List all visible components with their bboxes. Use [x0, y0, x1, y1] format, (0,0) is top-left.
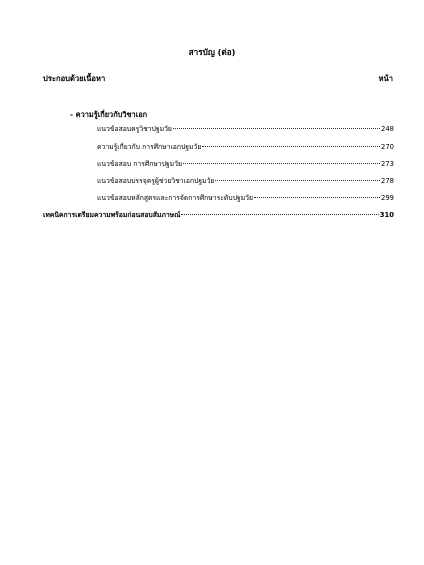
toc-entry	[97, 125, 394, 134]
toc-entry-label: แนวข้อสอบหลักสูตรและการจัดการศึกษาระดับปฐมวัย	[97, 194, 253, 202]
section-heading: - ความรู้เกี่ยวกับวิชาเอก	[70, 110, 148, 119]
toc-entry-label: แนวข้อสอบบรรจุครูผู้ช่วยวิชาเอกปฐมวัย	[97, 177, 215, 185]
toc-entry	[97, 143, 394, 152]
toc-entry	[97, 177, 394, 186]
leader-dots	[173, 128, 380, 129]
toc-entry-label: ความรู้เกี่ยวกับ การศึกษาเอกปฐมวัย	[97, 143, 202, 151]
toc-entry	[97, 194, 394, 203]
leader-dots	[181, 214, 378, 215]
leader-dots	[183, 163, 380, 164]
leader-dots	[215, 180, 380, 181]
toc-entry-main	[43, 211, 394, 220]
toc-entry-page: 310	[379, 211, 394, 219]
toc-entry-page: 273	[381, 160, 394, 168]
toc-entry-page: 270	[381, 143, 394, 151]
page-title: สารบัญ (ต่อ)	[188, 47, 236, 57]
toc-entry	[97, 160, 394, 169]
contents-column-header: ประกอบด้วยเนื้อหา	[43, 74, 106, 83]
toc-entry-label: เทคนิคการเตรียมความพร้อมก่อนสอบสัมภาษณ์	[43, 211, 181, 219]
toc-entry-label: แนวข้อสอบครูวิชาปฐมวัย	[97, 125, 172, 133]
toc-entry-page: 278	[381, 177, 394, 185]
toc-entry-page: 299	[381, 194, 394, 202]
page-column-header: หน้า	[378, 74, 393, 83]
toc-entry-page: 248	[381, 125, 394, 133]
leader-dots	[202, 146, 380, 147]
leader-dots	[254, 197, 380, 198]
toc-entry-label: แนวข้อสอบ การศึกษาปฐมวัย	[97, 160, 182, 168]
